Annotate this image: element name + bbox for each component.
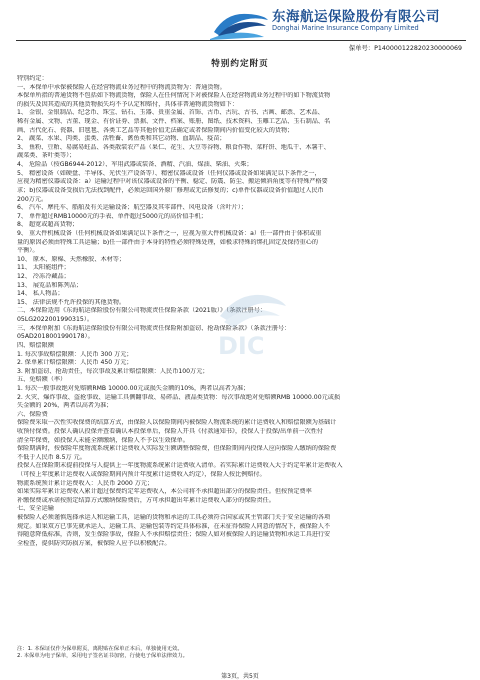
page-number: 第3页，共5页 [221, 673, 259, 680]
text-line: 05AD2018001990178）。 [17, 333, 94, 341]
text-line: 二、本保险适用《东海航运保险股份有限公司物流责任保险条款（2021版）》（条款注册号： [17, 307, 266, 315]
watermark-text: DIC [218, 332, 265, 360]
footnotes [17, 646, 467, 661]
text-line: 保险费采取一次性实收保费的结算方式，由保险人以保险期间内被保险人物流系统的累计运费收入和赔偿限额为基础计 [17, 419, 337, 427]
letterhead [0, 0, 480, 42]
text-line: 全检查，提供防灾防损方案，被保险人应予以积极配合。 [17, 539, 171, 547]
text-line: （可按上年度累计运费收入或保险期间内预计年度累计运费收入约定），保险人按比例赔付。 [17, 471, 266, 479]
text-line: 物流系统预计累计运费收入：人民币 2000 万元； [17, 479, 154, 487]
text-line: 5、 精密设备（如硬盘、半导体、光伏生产设备等）、精密仪器或设备（任何仪器或设备如果满足以下条件之一， [17, 169, 321, 177]
text-line: 本保单所指的普通货物不包括如下物流货物，保险人在任何情况下对被保险人在经营物流业务过程中的如下物流货物 [17, 92, 331, 100]
text-line: 量的原因必须由特殊工具运输；b)任一部件由于本身的特性必须特殊处理，如极求特殊的绑扎固定及保持重心的 [17, 238, 319, 246]
text-line: 失金额的 20%，两者以高者为准； [17, 402, 113, 410]
company-name-cn: 东海航运保险股份有限公司 [272, 9, 440, 25]
text-line: 如果实际年累计运费收入累计超过保费约定年运费收入，本公司将不承担超出部分的保险责任。但按预定费率 [17, 488, 312, 496]
company-name-en: Donghai Marine Insurance Company Limited [272, 24, 419, 32]
note-line: 2. 本保单为电子保单，采用电子签名证书加密，行使电子保单法律效力。 [17, 653, 188, 660]
text-line: 2、 蔬菜、水果、肉类、蛋类、活牲畜、禽鱼类和其它动物、血制品、疫苗； [17, 135, 226, 143]
text-line: 7、 单件超过RMB10000元的手表、单件超过5000元的高价值手机； [17, 212, 207, 220]
company-logo-icon [208, 6, 270, 40]
text-line: 11、 太阳能组件； [17, 264, 70, 272]
text-line: 3、 鱼粉、豆粕、易腐易蛀品、各类散装农产品（果仁、花生、大豆等谷物、粮食作物、菜籽饼、地瓜干、木薯干、 [17, 143, 330, 151]
text-line: 清全年保费，如投保人未能全额缴纳，保险人不予以生效保单。 [17, 436, 189, 444]
text-line: 9、 重大件机械设备（任何机械设备如果满足以下条件之一，应视为重大件机械设备：a）任一部件由于体积或重 [17, 229, 322, 237]
text-line: 4、 危险品（按GB6944-2012）、军用武器或装备、酒精、汽油、煤油、柴油、火柴； [17, 161, 253, 169]
text-line: 1. 每次事故赔偿限额：人民币 300 万元； [17, 350, 133, 358]
text-line: 四、赔偿限额 [17, 341, 54, 349]
text-line: 规定。如果双方已事先就承运人、运输工具、运输包装等约定具体标准，在未征得保险人同意的情况下，被保险人不 [17, 522, 331, 530]
header-divider [16, 40, 466, 41]
text-line: 200万元。 [17, 195, 48, 203]
text-line: 三、本保单附加《东海航运保险股份有限公司物流责任保险附加盗窃、抢劫保险条款》（条款注册号： [17, 324, 291, 332]
text-line: 蔬菜类、茶叶类等）； [17, 152, 76, 160]
text-line: 六、保险费 [17, 410, 48, 418]
page-title: 特别约定附页 [211, 59, 269, 69]
text-line: 补缴保费或承诺按照定结算方式缴纳保险费后，方可承担超出年累计运费收入部分的保险责任。 [17, 496, 275, 504]
text-line: 收预付保费。投保人确认投保并查看确认本投保单后，保险人开具《付款通知书》，投保人于投保/出单前一次性付 [17, 427, 324, 435]
text-line: 一、本保单中承保被保险人在经营物流业务过程中的物流货物为：普通货物。 [17, 83, 226, 91]
text-line: 平衡）。 [17, 247, 39, 255]
text-line: 七、安全运输 [17, 505, 54, 513]
text-line: 2. 火灾、爆炸事故、盗抢事故、运输工具侧翻事故、易碎品、液晶类货物：每次事故绝对免赔额RMB 10000.00元或损 [17, 393, 341, 401]
text-line: 1. 每次一般事故绝对免赔额RMB 10000.00元或损失金额的10%，两者以高者为准； [17, 384, 250, 392]
text-line: 不低于人民币 8.5万 元。 [17, 453, 86, 461]
text-line: 1、 金银、金银制品、纪念币、珠宝、钻石、玉器、贵重金属、首饰、古币、古玩、古书、古画、邮票、艺术品、 [17, 109, 324, 117]
text-line: 15、 法律法规不允许投保的其他货物。 [17, 298, 126, 306]
text-line: 2. 保单累计赔偿限额：人民币 450 万元； [17, 359, 133, 367]
policy-number: 保单号：P140000122820230000069 [348, 45, 462, 52]
text-line: 被保险人必须谨慎选择承运人和运输工具，运输的货物和承运的工具必须符合国家或其主管部门关于安全运输的各项 [17, 514, 331, 522]
text-line: 12、 冷冻冷藏品； [17, 273, 70, 281]
text-line: 特别约定： [17, 75, 48, 82]
text-line: 应视为精密仪器或设备：a）运输过程中对该仪器或设备的平衡、稳定、防震、防尘、搬运倾斜角度等有特殊严格要 [17, 178, 328, 186]
text-line: 求；b)仪器或设备受损后无法找到配件，必须运回国外原厂修理或无法修复的；c)单件仪器或设备价值超过人民币 [17, 186, 324, 194]
text-line: 10、 原木、原棉、天然橡胶、木材等； [17, 255, 126, 263]
text-line: 3. 附加盗窃、抢劫责任，每次事故及累计赔偿限额：人民币100万元； [17, 367, 209, 375]
text-line: 画、古代化石、瓷器、旧毯毯、各类工艺品等其他价值无法确定或者保险期间内价值变化较大的货物； [17, 126, 294, 134]
text-line: 8、 超宽或超高货物； [17, 221, 79, 229]
text-line: 6、 汽车、摩托车、船舶及有关运输设备；航空器及其零部件、风电设备（含叶片）； [17, 204, 247, 212]
text-line: 保险期满时，按保险年度物流系统累计运费收入实际发生额调整保险费，但保险期间内投保人应向保险人缴纳的保险费 [17, 445, 337, 453]
text-line: 稀有金属、文物、古董、现金、有价证券、票据、文件、档案、账册、图纸、技术资料、玉雕工艺品、玉石制品、名 [17, 118, 331, 126]
watermark-logo-icon [190, 282, 300, 362]
text-line: 05LG2022001990315）。 [17, 316, 93, 324]
text-line: 的损失及因其造成的其他货物损失均不予认定和赔付，具体非普通物流货物如下： [17, 100, 239, 108]
text-line: 得随意降低标准，否则，发生保险事故，保险人不承担赔偿责任；保险人如对被保险人的运输货物和承运工具进行安 [17, 531, 331, 539]
note-line: 注：1. 本保证仅作为保单附页，离附贴在保单正本后，单独使用无效。 [17, 646, 183, 652]
text-line: 13、 展览品和陈列品； [17, 281, 83, 289]
text-line: 五、免赔额（率） [17, 376, 67, 384]
text-line: 投保人在保险期末提前投保与人提供上一年度物流系统累计运费收入清单。若实际累计运费收入大于约定年累计运费收入 [17, 462, 343, 470]
text-line: 14、 私人物品； [17, 290, 64, 298]
